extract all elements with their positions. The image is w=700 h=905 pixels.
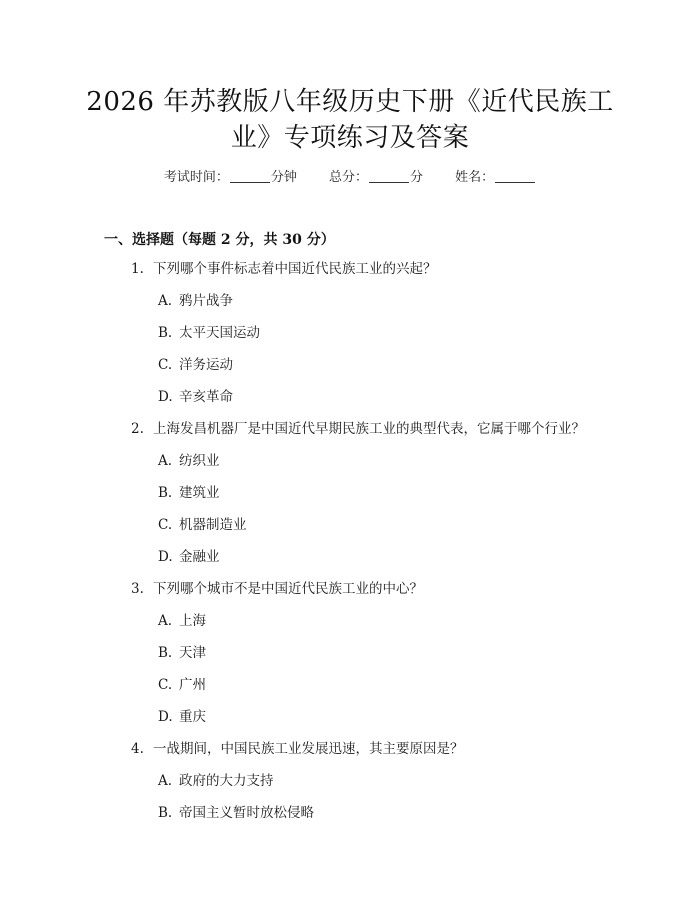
- option-text: 辛亥革命: [179, 389, 233, 405]
- option-letter: B.: [158, 645, 173, 661]
- total-score-field: [329, 168, 423, 188]
- question-1-option-c: [158, 355, 233, 375]
- exam-time-field: [164, 168, 297, 188]
- option-text: 广州: [179, 677, 206, 693]
- question-text: 下列哪个城市不是中国近代民族工业的中心？: [153, 581, 423, 597]
- student-name-label: 姓名：: [455, 170, 495, 185]
- option-letter: C.: [158, 677, 173, 693]
- question-4-option-b: [158, 803, 314, 823]
- option-letter: C.: [158, 357, 173, 373]
- option-letter: A.: [158, 613, 173, 629]
- question-2-option-a: [158, 451, 220, 471]
- question-3-option-d: [158, 707, 206, 727]
- question-2-option-c: [158, 515, 247, 535]
- question-number: 2.: [131, 421, 144, 437]
- option-letter: D.: [158, 389, 173, 405]
- question-3-option-b: [158, 643, 206, 663]
- exam-time-unit: 分钟: [270, 170, 297, 185]
- question-1-option-a: [158, 291, 233, 311]
- student-name-field: [455, 168, 536, 188]
- total-score-blank: [369, 168, 409, 183]
- question-text: 上海发昌机器厂是中国近代早期民族工业的典型代表，它属于哪个行业？: [153, 421, 585, 437]
- question-3: [131, 579, 423, 599]
- exam-info-line: [0, 168, 700, 188]
- question-number: 1.: [131, 261, 144, 277]
- option-letter: A.: [158, 453, 173, 469]
- question-1: [131, 259, 437, 279]
- option-text: 重庆: [179, 709, 206, 725]
- option-letter: D.: [158, 709, 173, 725]
- option-text: 机器制造业: [179, 517, 247, 533]
- question-3-option-c: [158, 675, 206, 695]
- question-4-option-a: [158, 771, 274, 791]
- section-heading-multiple-choice: 一、选择题（每题 2 分，共 30 分）: [104, 232, 335, 248]
- option-text: 金融业: [179, 549, 220, 565]
- option-letter: B.: [158, 485, 173, 501]
- option-letter: A.: [158, 773, 173, 789]
- option-text: 鸦片战争: [179, 293, 233, 309]
- option-letter: D.: [158, 549, 173, 565]
- option-text: 上海: [179, 613, 206, 629]
- question-number: 4.: [131, 741, 144, 757]
- question-2: [131, 419, 585, 439]
- question-2-option-b: [158, 483, 220, 503]
- question-1-option-d: [158, 387, 233, 407]
- student-name-blank: [495, 168, 535, 183]
- option-letter: B.: [158, 325, 173, 341]
- question-1-option-b: [158, 323, 260, 343]
- option-text: 太平天国运动: [179, 325, 260, 341]
- option-letter: A.: [158, 293, 173, 309]
- total-score-unit: 分: [410, 170, 424, 185]
- question-text: 下列哪个事件标志着中国近代民族工业的兴起？: [153, 261, 437, 277]
- option-letter: C.: [158, 517, 173, 533]
- question-3-option-a: [158, 611, 206, 631]
- document-title-line-1: 2026 年苏教版八年级历史下册《近代民族工: [86, 87, 614, 117]
- question-text: 一战期间，中国民族工业发展迅速，其主要原因是？: [153, 741, 464, 757]
- total-score-label: 总分：: [328, 170, 368, 185]
- question-4: [131, 739, 464, 759]
- question-number: 3.: [131, 581, 144, 597]
- option-text: 帝国主义暂时放松侵略: [179, 805, 314, 821]
- document-title-line-2: 业》专项练习及答案: [230, 123, 470, 153]
- exam-time-blank: [230, 168, 270, 183]
- question-2-option-d: [158, 547, 220, 567]
- option-text: 天津: [179, 645, 206, 661]
- option-letter: B.: [158, 805, 173, 821]
- option-text: 洋务运动: [179, 357, 233, 373]
- option-text: 纺织业: [179, 453, 220, 469]
- exam-time-label: 考试时间：: [163, 170, 229, 185]
- option-text: 政府的大力支持: [179, 773, 274, 789]
- option-text: 建筑业: [179, 485, 220, 501]
